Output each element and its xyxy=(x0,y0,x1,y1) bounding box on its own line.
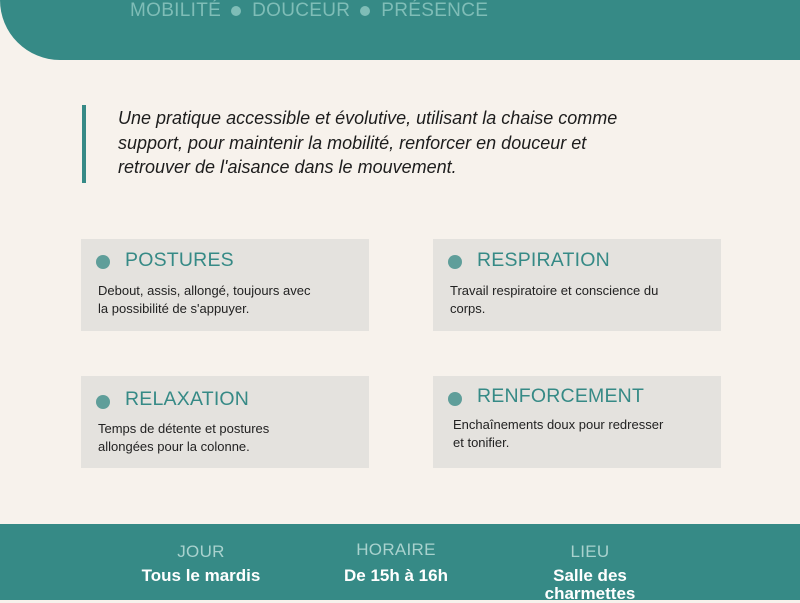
card-description-line: Travail respiratoire et conscience du xyxy=(450,283,659,298)
card-description-line: Enchaînements doux pour redresser xyxy=(453,417,664,432)
card-respiration xyxy=(433,239,721,331)
intro-line: support, pour maintenir la mobilité, renforcer en douceur et xyxy=(118,132,587,153)
card-title: RENFORCEMENT xyxy=(477,385,645,407)
card-title: RESPIRATION xyxy=(477,249,610,271)
card-description-line: corps. xyxy=(450,301,486,316)
footer-info-bar xyxy=(0,524,800,603)
tagline-word-douceur: DOUCEUR xyxy=(252,0,351,21)
footer-day-label: JOUR xyxy=(177,542,225,561)
card-relaxation xyxy=(81,376,369,468)
footer-place-line: charmettes xyxy=(544,584,636,603)
card-description xyxy=(450,282,710,318)
intro-quote xyxy=(82,105,722,183)
card-description-line: Debout, assis, allongé, toujours avec xyxy=(98,283,311,298)
bullet-dot-icon xyxy=(96,395,110,409)
card-description-line: la possibilité de s'appuyer. xyxy=(98,301,250,316)
footer-time xyxy=(296,539,496,585)
card-description xyxy=(98,420,358,456)
bullet-dot-icon xyxy=(448,392,462,406)
card-description-line: allongées pour la colonne. xyxy=(98,439,250,454)
footer-day-value: Tous le mardis xyxy=(141,566,261,585)
footer-place-label: LIEU xyxy=(570,542,610,561)
card-description xyxy=(453,416,713,452)
bullet-dot-icon xyxy=(448,255,462,269)
footer-time-value: De 15h à 16h xyxy=(344,566,448,585)
bullet-dot-icon xyxy=(231,6,241,16)
header-banner xyxy=(0,0,800,60)
footer-place-value xyxy=(490,567,690,603)
intro-text xyxy=(118,106,718,180)
quote-bar xyxy=(82,105,86,183)
card-postures xyxy=(81,239,369,331)
intro-line: Une pratique accessible et évolutive, utilisant la chaise comme xyxy=(118,108,618,128)
card-title: POSTURES xyxy=(125,249,234,271)
tagline-word-presence: PRÉSENCE xyxy=(381,0,489,21)
footer-day xyxy=(101,541,301,585)
footer-time-label: HORAIRE xyxy=(356,540,436,559)
bullet-dot-icon xyxy=(96,255,110,269)
intro-line: retrouver de l'aisance dans le mouvement. xyxy=(118,157,457,177)
footer-place-line: Salle des xyxy=(553,566,627,585)
card-description xyxy=(98,282,358,318)
bullet-dot-icon xyxy=(360,6,370,16)
card-title: RELAXATION xyxy=(125,388,250,410)
card-renforcement xyxy=(433,376,721,468)
tagline xyxy=(130,0,488,24)
tagline-word-mobilite: MOBILITÉ xyxy=(130,0,222,21)
card-description-line: Temps de détente et postures xyxy=(98,421,270,436)
footer-place xyxy=(490,541,690,603)
card-description-line: et tonifier. xyxy=(453,435,510,450)
